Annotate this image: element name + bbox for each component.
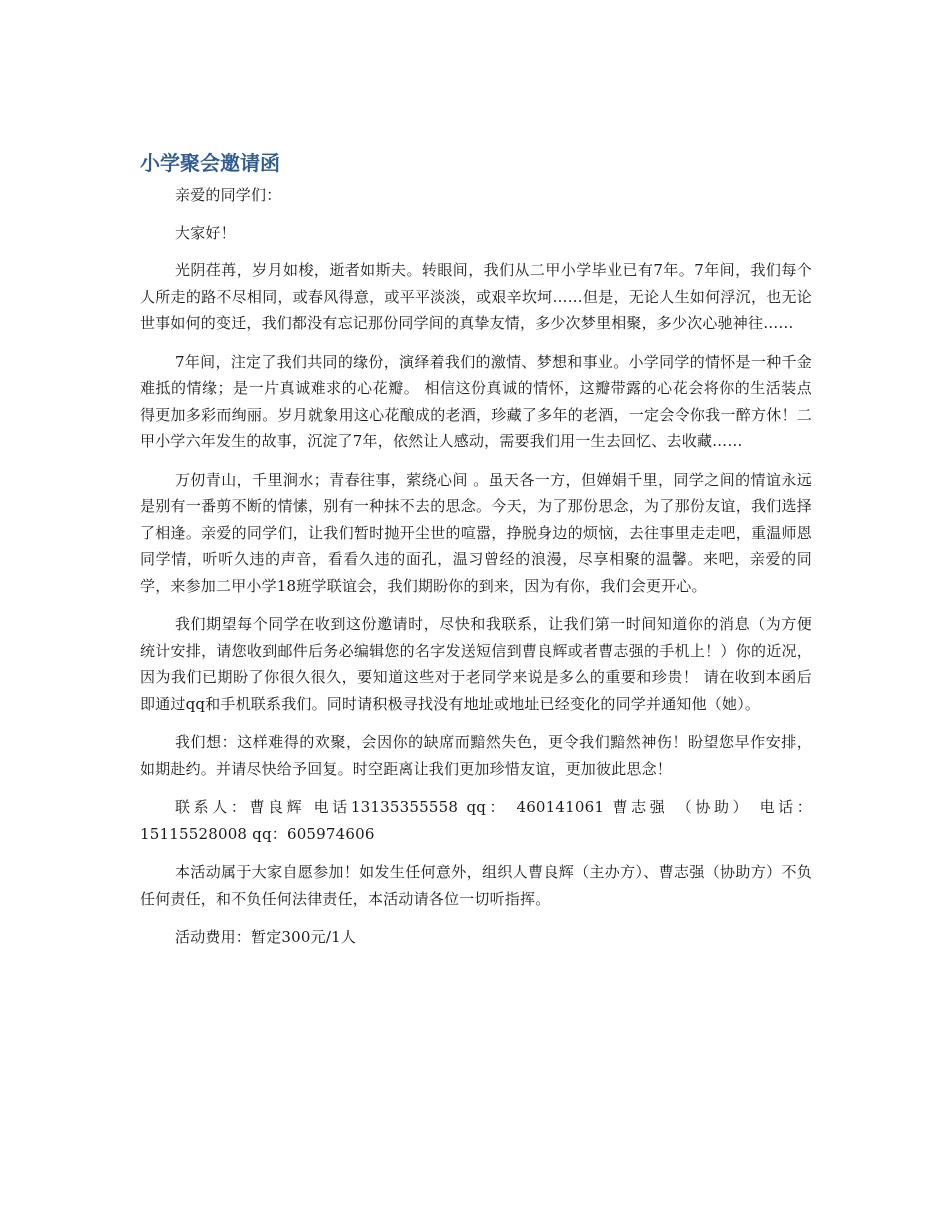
paragraph-seven-years: 7年间，注定了我们共同的缘份，演绎着我们的激情、梦想和事业。小学同学的情怀是一种千金难抵的情缘；是一片真诚难求的心花瓣。 相信这份真诚的情怀，这瓣带露的心花会将你的生活装点得更加多彩而绚丽。岁月就象用这心花酿成的老酒，珍藏了多年的老酒，一定会令你我一醉方休！二甲小学六年发生的故事，沉淀了7年，依然让人感动，需要我们用一生去回忆、去收藏…… (140, 352, 812, 450)
salutation: 亲爱的同学们： (175, 186, 282, 204)
paragraph-intro: 光阴荏苒，岁月如梭，逝者如斯夫。转眼间，我们从二甲小学毕业已有7年。7年间，我们每个人所走的路不尽相同，或春风得意，或平平淡淡，或艰辛坎坷……但是，无论人生如何浮沉，也无论世事如何的变迁，我们都没有忘记那份同学间的真挚友情，多少次梦里相聚，多少次心驰神往…… (140, 261, 812, 332)
paragraph-reunion: 万仞青山，千里涧水；青春往事，萦绕心间 。虽天各一方，但婵娟千里，同学之间的情谊永远是别有一番剪不断的情愫，别有一种抹不去的思念。今天，为了那份思念，为了那份友谊，我们选择了相逢。亲爱的同学们，让我们暂时抛开尘世的喧嚣，挣脱身边的烦恼，去往事里走走吧，重温师恩同学情，听听久违的声音，看看久违的面孔，温习曾经的浪漫，尽享相聚的温馨。来吧，亲爱的同学，来参加二甲小学18班学联谊会，我们期盼你的到来，因为有你，我们会更开心。 (140, 470, 812, 595)
document-title: 小学聚会邀请函 (140, 151, 280, 175)
paragraph-hope: 我们想：这样难得的欢聚，会因你的缺席而黯然失色，更令我们黯然神伤！盼望您早作安排，如期赴约。并请尽快给予回复。时空距离让我们更加珍惜友谊，更加彼此思念！ (140, 733, 812, 778)
disclaimer: 本活动属于大家自愿参加！如发生任何意外，组织人曹良辉（主办方）、曹志强（协助方）不负任何责任，和不负任何法律责任，本活动请各位一切听指挥。 (140, 863, 812, 908)
activity-fee: 活动费用：暂定300元/1人 (175, 928, 357, 946)
paragraph-contact-request: 我们期望每个同学在收到这份邀请时，尽快和我联系，让我们第一时间知道你的消息（为方便统计安排，请您收到邮件后务必编辑您的名字发送短信到曹良辉或者曹志强的手机上！）你的近况，因为我们已期盼了你很久很久，要知道这些对于老同学来说是多么的重要和珍贵！ 请在收到本函后即通过qq和手机联系我们。同时请积极寻找没有地址或地址已经变化的同学并通知他（她）。 (140, 615, 812, 713)
greeting: 大家好！ (175, 223, 236, 242)
document-body (140, 148, 812, 963)
contact-info: 联系人：曹良辉 电话13135355558 qq： 460141061 曹志强 （协助） 电话：15115528008 qq：605974606 (140, 798, 812, 843)
